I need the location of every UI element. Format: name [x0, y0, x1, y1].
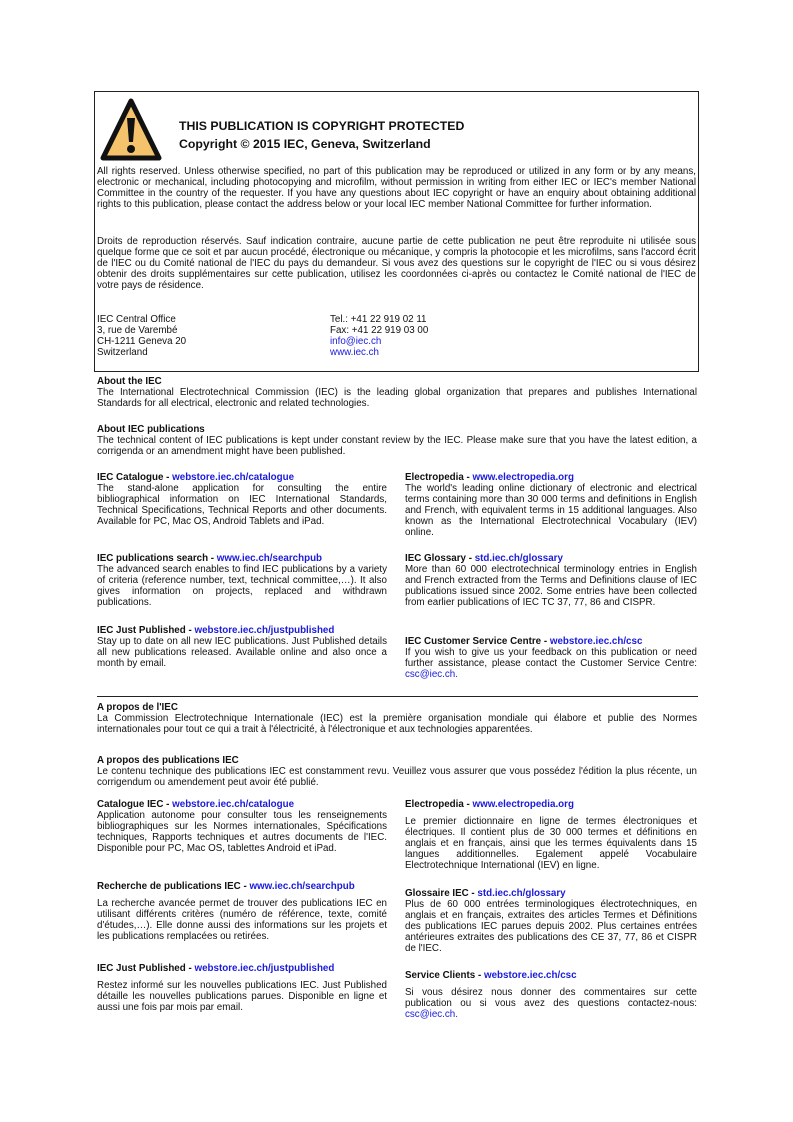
section-text: The technical content of IEC publications is kept under constant review by the IEC. Please make sure that you have the latest edition, a corrigenda or an amendment might have been published.	[97, 434, 697, 457]
en-item-glossary	[405, 554, 697, 609]
item-title: IEC Catalogue -	[97, 472, 173, 483]
item-text: If you wish to give us your feedback on this publication or need further assistance, please contact the Customer Service Centre:	[405, 646, 697, 669]
item-link[interactable]: www.iec.ch/searchpub	[249, 881, 355, 892]
copyright-subtitle: Copyright © 2015 IEC, Geneva, Switzerland	[179, 137, 431, 151]
warning-triangle-icon	[100, 98, 162, 162]
item-title: Catalogue IEC -	[97, 799, 173, 810]
address-line: CH-1211 Geneva 20	[97, 335, 187, 347]
item-link[interactable]: std.iec.ch/glossary	[474, 553, 563, 564]
item-text: La recherche avancée permet de trouver des publications IEC en utilisant différents critères (numéro de référence, texte, comité d'études,…). Elle donne aussi des informations sur les projets et les publications remplacées ou retirées.	[97, 897, 387, 942]
csc-email-link[interactable]: csc@iec.ch	[405, 668, 456, 680]
item-text: Application autonome pour consulter tous les renseignements bibliographiques sur les Normes internationales, Spécifications techniques, Rapports techniques et autres documents de l'IEC. Disponible pour PC, Mac OS, tablettes Android et iPad.	[97, 809, 387, 854]
rights-paragraph-en: All rights reserved. Unless otherwise specified, no part of this publication may be reproduced or utilized in any form or by any means, electronic or mechanical, including photocopying and microfilm, without permission in writing from either IEC or IEC's member National Committee in the country of the requester. If you have any questions about IEC copyright or have an enquiry about obtaining additional rights to this publication, please contact the address below or your local IEC member National Committee for further information.	[97, 166, 696, 210]
en-item-just-published	[97, 626, 387, 670]
rights-paragraph-fr: Droits de reproduction réservés. Sauf indication contraire, aucune partie de cette publication ne peut être reproduite ni utilisée sous quelque forme que ce soit et par aucun procédé, électronique ou mécanique, y compris la photocopie et les microfilms, sans l'accord écrit de l'IEC ou du Comité national de l'IEC du pays du demandeur. Si vous avez des questions sur le copyright de l'IEC ou si vous désirez obtenir des droits supplémentaires sur cette publication, utilisez les coordonnées ci-après ou contactez le Comité national de l'IEC de votre pays de résidence.	[97, 236, 696, 291]
a-propos-publications-section	[97, 756, 697, 789]
item-link[interactable]: webstore.iec.ch/catalogue	[172, 799, 295, 810]
address-line: IEC Central Office	[97, 314, 176, 325]
item-title: Service Clients -	[405, 970, 484, 981]
item-title: IEC Customer Service Centre -	[405, 636, 550, 647]
item-text: The world's leading online dictionary of electronic and electrical terms containing more than 30 000 terms and definitions in English and French, with equivalent terms in 15 additional languages. Also known as the International Electrotechnical Vocabulary (IEV) online.	[405, 482, 697, 538]
item-text: Plus de 60 000 entrées terminologiques électrotechniques, en anglais et en français, extraites des articles Termes et Définitions des publications IEC parues depuis 2002. Plus certaines entrées antérieures extraites des publications des CE 37, 77, 86 et CISPR de l'IEC.	[405, 898, 697, 954]
item-link[interactable]: www.electropedia.org	[472, 799, 574, 810]
csc-email-link[interactable]: csc@iec.ch	[405, 1008, 456, 1020]
item-link[interactable]: www.iec.ch/searchpub	[216, 553, 323, 564]
item-text: The advanced search enables to find IEC publications by a variety of criteria (reference number, text, technical committee,…). It also gives information on projects, replaced and withdrawn publications.	[97, 563, 387, 608]
item-link[interactable]: webstore.iec.ch/csc	[483, 970, 577, 981]
about-publications-section	[97, 425, 697, 458]
en-item-search	[97, 554, 387, 609]
language-divider	[97, 696, 698, 697]
item-text: Si vous désirez nous donner des commentaires sur cette publication ou si vous avez des questions contactez-nous:	[405, 986, 697, 1009]
item-text: Restez informé sur les nouvelles publications IEC. Just Published détaille les nouvelles publications parues. Disponible en ligne et aussi une fois par mois par email.	[97, 979, 387, 1013]
item-title: Recherche de publications IEC -	[97, 881, 250, 892]
address-line: 3, rue de Varembé	[97, 324, 178, 336]
website-link[interactable]: www.iec.ch	[330, 346, 379, 358]
item-title: IEC Glossary -	[405, 553, 475, 564]
item-text: Le premier dictionnaire en ligne de termes électroniques et électriques. Il contient plus de 30 000 termes et définitions en anglais et en français, ainsi que les termes équivalents dans 15 langues additionnelles. Egalement appelé Vocabulaire Electrotechnique International (IEV) en ligne.	[405, 815, 697, 871]
item-text-tail: .	[455, 1008, 458, 1020]
office-address	[97, 315, 186, 359]
a-propos-iec-section	[97, 703, 697, 736]
item-text-tail: .	[455, 668, 458, 680]
item-link[interactable]: webstore.iec.ch/csc	[549, 636, 643, 647]
copyright-title: THIS PUBLICATION IS COPYRIGHT PROTECTED	[179, 119, 465, 133]
address-line: Switzerland	[97, 346, 148, 358]
fr-item-search	[97, 882, 387, 943]
item-link[interactable]: webstore.iec.ch/justpublished	[194, 625, 335, 636]
item-title: Electropedia -	[405, 472, 473, 483]
en-item-electropedia	[405, 473, 697, 538]
item-title: Glossaire IEC -	[405, 888, 478, 899]
en-item-catalogue	[97, 473, 387, 528]
section-heading: About the IEC	[97, 376, 162, 387]
item-link[interactable]: webstore.iec.ch/justpublished	[194, 963, 335, 974]
item-link[interactable]: std.iec.ch/glossary	[477, 888, 566, 899]
item-title: Electropedia -	[405, 799, 473, 810]
section-heading: A propos des publications IEC	[97, 755, 239, 766]
about-iec-section	[97, 377, 697, 410]
section-heading: A propos de l'IEC	[97, 702, 178, 713]
fr-item-service-clients	[405, 971, 697, 1021]
item-text: The stand-alone application for consulting the entire bibliographical information on IEC International Standards, Technical Specifications, Technical Reports and other documents. Available for PC, Mac OS, Android Tablets and iPad.	[97, 482, 387, 527]
item-link[interactable]: www.electropedia.org	[472, 472, 574, 483]
section-text: Le contenu technique des publications IEC est constamment revu. Veuillez vous assurer que vous possédez l'édition la plus récente, un corrigendum ou amendement peut avoir été publié.	[97, 765, 697, 788]
item-title: IEC Just Published -	[97, 625, 195, 636]
fr-item-glossary	[405, 889, 697, 954]
telephone: Tel.: +41 22 919 02 11	[330, 314, 427, 325]
item-link[interactable]: webstore.iec.ch/catalogue	[172, 472, 295, 483]
section-text: La Commission Electrotechnique Internationale (IEC) est la première organisation mondiale qui élabore et publie des Normes internationales pour tout ce qui a trait à l'électricité, à l'électronique et aux technologies apparentées.	[97, 712, 697, 735]
office-contact	[330, 315, 428, 359]
item-title: IEC publications search -	[97, 553, 217, 564]
section-heading: About IEC publications	[97, 424, 205, 435]
item-text: Stay up to date on all new IEC publications. Just Published details all new publications released. Available online and also once a month by email.	[97, 635, 387, 669]
fr-item-catalogue	[97, 800, 387, 855]
en-item-customer-service	[405, 637, 697, 681]
item-title: IEC Just Published -	[97, 963, 195, 974]
email-link[interactable]: info@iec.ch	[330, 335, 382, 347]
fax: Fax: +41 22 919 03 00	[330, 324, 429, 336]
fr-item-just-published	[97, 964, 387, 1014]
section-text: The International Electrotechnical Commission (IEC) is the leading global organization that prepares and publishes International Standards for all electrical, electronic and related technologies.	[97, 386, 697, 409]
fr-item-electropedia	[405, 800, 697, 871]
item-text: More than 60 000 electrotechnical terminology entries in English and French extracted from the Terms and Definitions clause of IEC publications issued since 2002. Some entries have been collected from earlier publications of IEC TC 37, 77, 86 and CISPR.	[405, 563, 697, 608]
